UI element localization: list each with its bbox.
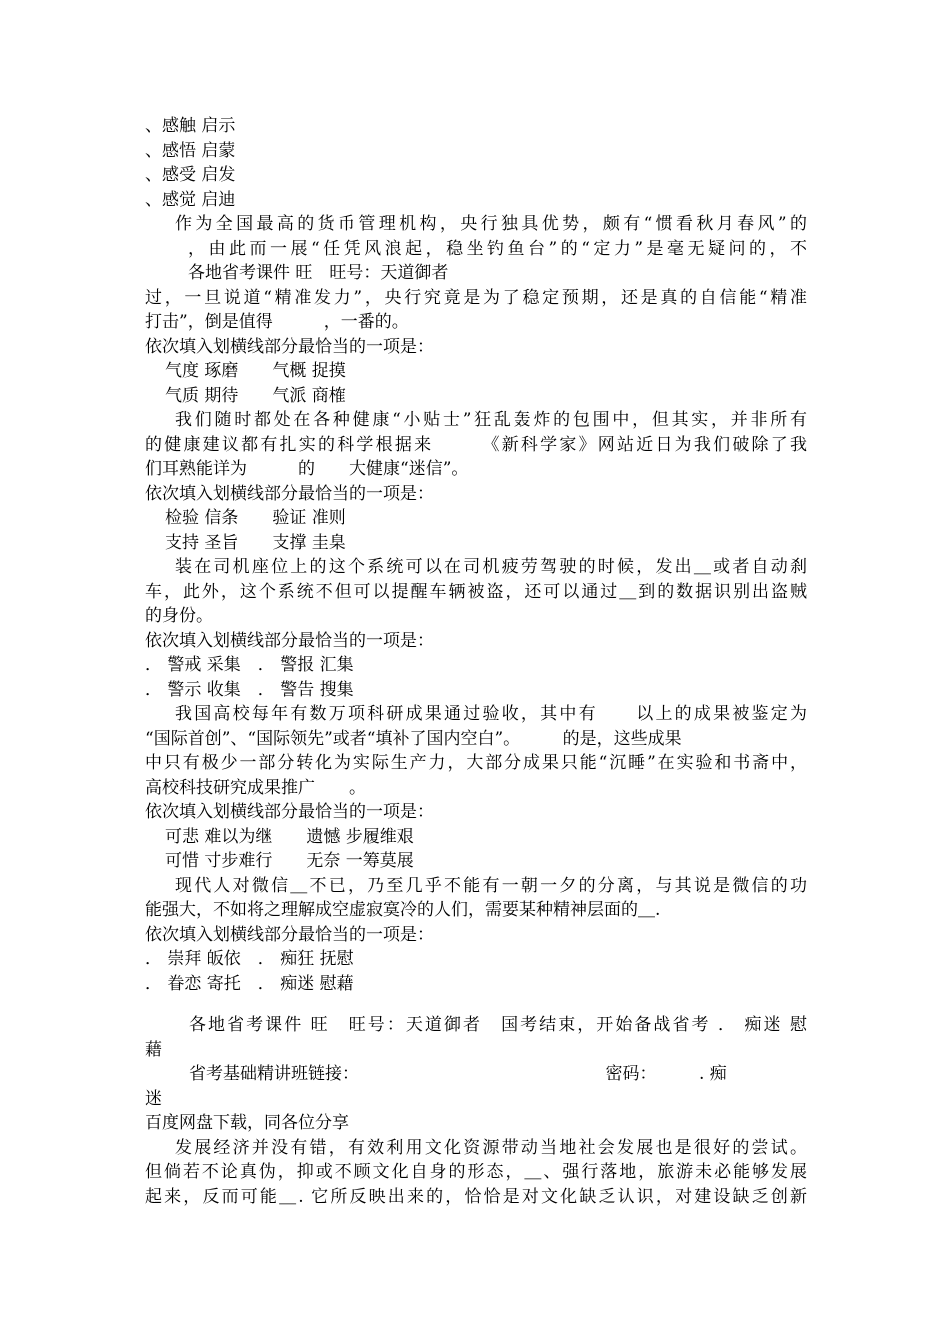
- paragraph-line: 中只有极少一部分转化为实际生产力，大部分成果只能“沉睡”在实验和书斋中，: [145, 753, 807, 773]
- option-line: 、感受 启发: [145, 165, 236, 185]
- paragraph-line: 我们随时都处在各种健康“小贴士”狂乱轰炸的包围中，但其实，并非所有: [175, 410, 807, 430]
- question-prompt: 依次填入划横线部分最恰当的一项是：: [145, 924, 434, 945]
- paragraph-line: 作为全国最高的货币管理机构，央行独具优势，颇有“惯看秋月春风”的: [175, 214, 807, 234]
- question-prompt: 依次填入划横线部分最恰当的一项是：: [145, 630, 434, 651]
- link-line: 迷: [145, 1088, 162, 1109]
- paragraph-line: 车，此外，这个系统不但可以提醒车辆被盗，还可以通过＿到的数据识别出盗贼: [145, 581, 807, 602]
- question-prompt: 依次填入划横线部分最恰当的一项是：: [145, 336, 434, 357]
- watermark-line: 藉: [145, 1039, 162, 1060]
- paragraph-line: 发展经济并没有错，有效利用文化资源带动当地社会发展也是很好的尝试。: [175, 1137, 807, 1158]
- paragraph-line: 能强大，不如将之理解成空虚寂寞冷的人们，需要某种精神层面的＿.: [145, 900, 661, 920]
- option-line: 、感触 启示: [145, 116, 236, 136]
- paragraph-line: 的身份。: [145, 606, 213, 626]
- option-line: 气度 琢磨 气概 捉摸: [165, 361, 346, 381]
- paragraph-line: 我国高校每年有数万项科研成果通过验收，其中有 以上的成果被鉴定为: [175, 704, 807, 724]
- option-line: ． 眷恋 寄托 ． 痴迷 慰藉: [145, 973, 354, 994]
- option-line: ． 崇拜 皈依 ． 痴狂 抚慰: [145, 949, 354, 969]
- paragraph-line: 但倘若不论真伪，抑或不顾文化自身的形态，＿、强行落地，旅游未必能够发展: [145, 1162, 807, 1182]
- question-prompt: 依次填入划横线部分最恰当的一项是：: [145, 483, 434, 504]
- watermark-line: 各地省考课件 旺 旺号：天道御者: [188, 263, 449, 283]
- option-line: 、感悟 启蒙: [145, 140, 236, 161]
- option-line: ． 警戒 采集 ． 警报 汇集: [145, 655, 354, 675]
- paragraph-line: 装在司机座位上的这个系统可以在司机疲劳驾驶的时候，发出＿或者自动刹: [175, 557, 807, 577]
- paragraph-line: 高校科技研究成果推广 。: [145, 777, 366, 798]
- link-line: 省考基础精讲班链接： 密码： . 痴: [189, 1064, 727, 1084]
- option-line: 气质 期待 气派 商榷: [165, 385, 346, 406]
- option-line: 可惜 寸步难行 无奈 一筹莫展: [165, 851, 414, 871]
- paragraph-line: 们耳熟能详为 的 大健康“迷信”。: [145, 459, 469, 479]
- paragraph-line: 现代人对微信＿不已，乃至几乎不能有一朝一夕的分离，与其说是微信的功: [175, 875, 807, 896]
- option-line: 检验 信条 验证 准则: [165, 508, 346, 528]
- watermark-line: 各地省考课件 旺 旺号：天道御者 国考结束，开始备战省考 ． 痴迷 慰: [189, 1015, 807, 1035]
- share-line: 百度网盘下载，同各位分享: [145, 1113, 349, 1133]
- option-line: ． 警示 收集 ． 警告 搜集: [145, 679, 354, 700]
- option-line: 、感觉 启迪: [145, 189, 236, 210]
- option-line: 可悲 难以为继 遗憾 步履维艰: [165, 826, 414, 847]
- paragraph-line: ，由此而一展“任凭风浪起，稳坐钓鱼台”的“定力”是毫无疑问的，不: [188, 238, 807, 259]
- paragraph-line: 打击”，倒是值得 ，一番的。: [145, 312, 409, 332]
- option-line: 支持 圣旨 支撑 圭臬: [165, 532, 346, 553]
- paragraph-line: 的健康建议都有扎实的科学根据来 《新科学家》网站近日为我们破除了我: [145, 434, 807, 455]
- question-prompt: 依次填入划横线部分最恰当的一项是：: [145, 802, 434, 822]
- paragraph-line: 过，一旦说道“精准发力”，央行究竟是为了稳定预期，还是真的自信能“精准: [145, 287, 807, 308]
- paragraph-line: 起来，反而可能＿. 它所反映出来的，恰恰是对文化缺乏认识，对建设缺乏创新: [145, 1186, 807, 1207]
- paragraph-line: “国际首创”、“国际领先”或者“填补了国内空白”。 的是，这些成果: [145, 728, 682, 749]
